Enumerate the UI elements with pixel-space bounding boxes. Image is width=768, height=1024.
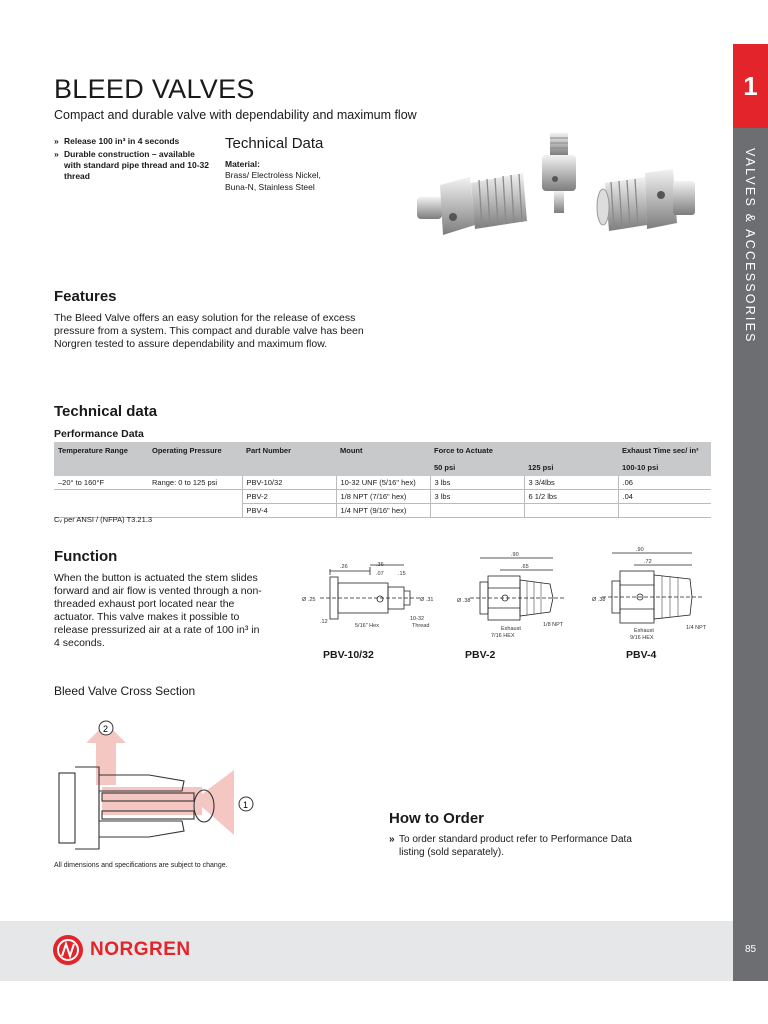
- page-title: BLEED VALVES: [54, 74, 255, 104]
- dim-label: 7/16 HEX: [491, 633, 515, 639]
- page-subtitle: Compact and durable valve with dependability and maximum flow: [54, 108, 417, 122]
- dim-label: Exhaust: [501, 626, 521, 632]
- table-cell: 3 lbs: [430, 476, 524, 490]
- drawing-label: PBV-2: [465, 649, 496, 661]
- table-cell: [54, 490, 148, 504]
- valve-small-center: [542, 133, 576, 213]
- table-cell: [148, 504, 242, 518]
- table-cell: 10-32 UNF (5/16" hex): [336, 476, 430, 490]
- dim-label: Exhaust: [634, 628, 654, 634]
- features-heading: Features: [54, 288, 117, 305]
- callout-number: 1: [243, 800, 249, 810]
- table-cell: .06: [618, 476, 711, 490]
- column-subheader: [148, 459, 242, 476]
- callout-number: 2: [103, 724, 109, 734]
- table-cell: –20° to 160°F: [54, 476, 148, 490]
- table-cell: PBV-10/32: [242, 476, 336, 490]
- cross-section-title: Bleed Valve Cross Section: [54, 684, 196, 698]
- column-header: Part Number: [242, 442, 336, 459]
- function-heading: Function: [54, 548, 118, 565]
- column-header: Force to Actuate: [430, 442, 524, 459]
- technical-data-section-heading: Technical data: [54, 403, 158, 420]
- material-label: Material:: [225, 159, 260, 169]
- how-to-order-text: To order standard product refer to Performance Data listing (sold separately).: [399, 834, 632, 858]
- bullet-item: » Release 100 in³ in 4 seconds: [54, 136, 214, 147]
- drawing-label: PBV-4: [626, 649, 657, 661]
- column-header: Mount: [336, 442, 430, 459]
- product-photo: [405, 125, 705, 245]
- column-subheader: 100-10 psi: [618, 459, 711, 476]
- dim-label: .15: [398, 571, 406, 577]
- column-header: Exhaust Time sec/ in³: [618, 442, 711, 459]
- table-header-row: [54, 442, 711, 459]
- how-to-order-text-wrap: [389, 834, 659, 859]
- table-cell: 3 lbs: [430, 490, 524, 504]
- drawing-pbv-10-32: [300, 555, 450, 645]
- drawing-pbv-4: [590, 545, 730, 645]
- table-cell: PBV-4: [242, 504, 336, 518]
- column-header: Operating Pressure: [148, 442, 242, 459]
- technical-data-heading: Technical Data: [225, 135, 324, 152]
- section-rail-label: VALVES & ACCESSORIES: [743, 148, 757, 344]
- norgren-wordmark: NORGREN: [90, 939, 191, 960]
- performance-data-heading: Performance Data: [54, 428, 144, 440]
- dim-label: 1/4 NPT: [686, 625, 707, 631]
- cross-section-diagram: [54, 715, 274, 850]
- column-subheader: [54, 459, 148, 476]
- table-cell: .04: [618, 490, 711, 504]
- table-cell: [148, 490, 242, 504]
- dim-label: .90: [511, 552, 519, 558]
- column-subheader: [336, 459, 430, 476]
- performance-table: [54, 442, 711, 518]
- table-cell: PBV-2: [242, 490, 336, 504]
- dim-label: 5/16" Hex: [355, 623, 379, 629]
- drawing-pbv-2: [455, 550, 595, 645]
- dim-label: .36: [376, 562, 384, 568]
- how-to-order-heading: How to Order: [389, 810, 485, 827]
- section-rail-label-wrap: [733, 140, 768, 400]
- bullet-marker: »: [389, 834, 395, 845]
- dim-label: 9/16 HEX: [630, 635, 654, 641]
- column-subheader: 125 psi: [524, 459, 618, 476]
- dim-label: .65: [521, 564, 529, 570]
- chapter-tab: 1: [733, 44, 768, 128]
- dim-label: Ø .38: [592, 597, 606, 603]
- table-row: [54, 476, 711, 490]
- table-cell: 6 1/2 lbs: [524, 490, 618, 504]
- disclaimer: All dimensions and specifications are subject to change.: [54, 862, 228, 869]
- dim-label: Ø .38: [457, 598, 471, 604]
- dim-label: Ø .25: [302, 597, 316, 603]
- table-cell: 1/8 NPT (7/16" hex): [336, 490, 430, 504]
- table-cell: [618, 504, 711, 518]
- table-cell: 1/4 NPT (9/16" hex): [336, 504, 430, 518]
- table-subheader-row: [54, 459, 711, 476]
- feature-bullets: [54, 136, 214, 184]
- dim-label: Thread: [412, 623, 430, 629]
- table-row: [54, 490, 711, 504]
- page-number: 85: [744, 944, 757, 955]
- table-row: [54, 504, 711, 518]
- dim-label: Ø .31: [420, 597, 434, 603]
- column-subheader: 50 psi: [430, 459, 524, 476]
- bullet-item: » Durable construction – available with standard pipe thread and 10-32 thread: [54, 149, 214, 182]
- column-header: [524, 442, 618, 459]
- table-cell: 3 3/4lbs: [524, 476, 618, 490]
- table-cell: Range: 0 to 125 psi: [148, 476, 242, 490]
- function-text: When the button is actuated the stem slides forward and air flow is vented through a non-threaded exhaust port located near the actuator. This valve makes it possible to release pressurized air at a rate of 100 in³ in 4 seconds.: [54, 572, 262, 649]
- norgren-logo: [52, 933, 191, 967]
- dim-label: 1/8 NPT: [543, 622, 564, 628]
- dim-label: .07: [376, 571, 384, 577]
- drawing-label: PBV-10/32: [323, 649, 374, 661]
- dim-label: .12: [320, 619, 328, 625]
- features-text: The Bleed Valve offers an easy solution for the release of excess pressure from a system. This compact and durable valve has been Norgren tested to assure dependability and maximum flow.: [54, 312, 364, 350]
- dim-label: .26: [340, 564, 348, 570]
- table-cell: [524, 504, 618, 518]
- material-value: Brass/ Electroless Nickel, Buna-N, Stainless Steel: [225, 170, 321, 192]
- column-subheader: [242, 459, 336, 476]
- dim-label: 10-32: [410, 616, 425, 622]
- dim-label: .72: [644, 559, 652, 565]
- norgren-emblem-icon: [52, 934, 84, 966]
- table-note: Cᵥ per ANSI / (NFPA) T3.21.3: [54, 515, 152, 524]
- column-header: Temperature Range: [54, 442, 148, 459]
- dim-label: .90: [636, 547, 644, 553]
- valve-large-right: [597, 169, 695, 231]
- valve-large-left: [417, 173, 527, 235]
- table-cell: [430, 504, 524, 518]
